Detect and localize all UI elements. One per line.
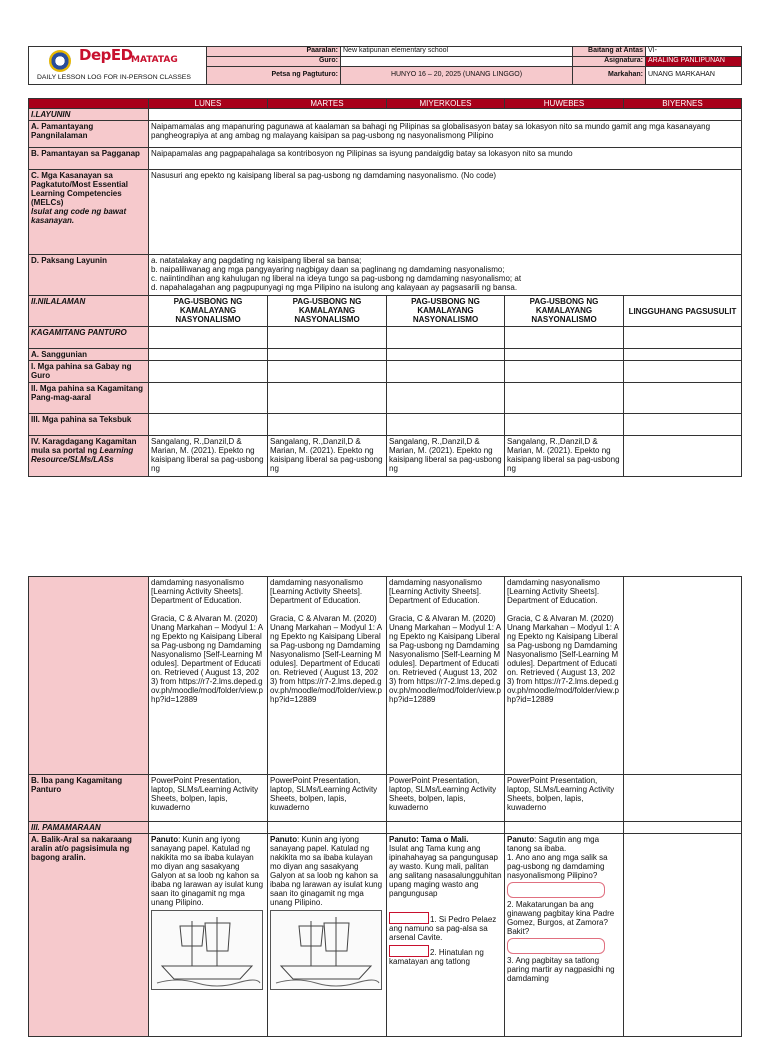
markahan-value: UNANG MARKAHAN [646,67,742,85]
topic-huwebes: PAG-USBONG NG KAMALAYANG NASYONALISMO [505,296,624,327]
cell-empty [624,383,742,414]
topic-lunes: PAG-USBONG NG KAMALAYANG NASYONALISMO [149,296,268,327]
deped-seal-icon [49,50,71,72]
ref-cont-martes [268,577,387,775]
ref-gracia: Gracia, C & Alvaran M. (2020) Unang Markahan – Modyul 1: Ang Epekto ng Kaisipang Liberal sa Pag-usbong ng Damdaming Nasyonalismo [Self-Learning Modules]. Department of Education. Retrieved ( August 13, 2023) from https://r7-2.lms.deped.gov.ph/moodle/mod/folder/view.php?id=12889 [270,614,383,704]
lesson-table-page2 [28,576,742,1037]
cell-empty [624,361,742,383]
guro-value [341,57,573,67]
answer-box[interactable] [507,938,605,954]
cell-empty [505,383,624,414]
balik-aral-label: A. Balik-Aral sa nakaraang aralin at/o pagsisimula ng bagong aralin. [29,834,149,1037]
cell-empty [387,822,505,834]
ref-huwebes: Sangalang, R.,Danzil,D & Marian, M. (2021). Epekto ng kaisipang liberal sa pag-usbong ng [505,436,624,477]
iba-pang-kagamitan-label: B. Iba pang Kagamitang Panturo [29,775,149,822]
cell-empty [149,383,268,414]
karagdagang-label [29,436,149,477]
tama-item-2-text: 2. Hinatulan ng kamatayan ang tatlong [389,948,484,966]
cell-empty [624,577,742,775]
cell-empty [624,775,742,822]
ref-cont-huwebes [505,577,624,775]
guro-label: Guro: [207,57,341,67]
pamantayang-pangnilalaman-label: A. Pamantayang Pangnilalaman [29,121,149,148]
cell-empty [149,361,268,383]
dll-title: DAILY LESSON LOG FOR IN-PERSON CLASSES [37,74,191,81]
cell-empty [505,822,624,834]
cell-empty [268,383,387,414]
cell-empty [505,414,624,436]
asignatura-label: Asignatura: [573,57,646,67]
melc-label [29,170,149,255]
day-martes: MARTES [268,99,387,109]
baitang-value: VI- [646,47,742,57]
paksang-layunin-label: D. Paksang Layunin [29,255,149,296]
cell-empty [387,349,505,361]
ref-cont-lunes [149,577,268,775]
day-huwebes: HUWEBES [505,99,624,109]
teksbuk-label: III. Mga pahina sa Teksbuk [29,414,149,436]
cell-empty [624,327,742,349]
tama-instructions: Isulat ang Tama kung ang ipinahahayag sa pangungusap ay wasto. Kung mali, palitan ang salitang nasasalungguhitan upang maging wasto ang pangungusap [389,844,502,898]
gabay-label: I. Mga pahina sa Gabay ng Guro [29,361,149,383]
pamantayan-pagganap-label: B. Pamantayan sa Pagganap [29,148,149,170]
objective-d: d. napahalagahan ang pagpupunyagi ng mga Pilipino na isulong ang kalayaan ay pagsasarili ng bansa. [151,283,518,292]
layunin-blank [149,109,742,121]
iba-huwebes: PowerPoint Presentation, laptop, SLMs/Learning Activity Sheets, bolpen, lapis, kuwaderno [505,775,624,822]
karagdagang-text: IV. Karagdagang Kagamitan mula sa portal ng [31,437,137,455]
paksang-layunin-list [149,255,742,296]
day-miyerkoles: MIYERKOLES [387,99,505,109]
tama-title: Panuto: Tama o Mali. [389,835,469,844]
day-lunes: LUNES [149,99,268,109]
ref-gracia: Gracia, C & Alvaran M. (2020) Unang Markahan – Modyul 1: Ang Epekto ng Kaisipang Liberal sa Pag-usbong ng Damdaming Nasyonalismo [Self-Learning Modules]. Department of Education. Retrieved ( August 13, 2023) from https://r7-2.lms.deped.gov.ph/moodle/mod/folder/view.php?id=12889 [507,614,620,704]
panuto-bold: Panuto [270,835,298,844]
cell-empty [505,349,624,361]
paaralan-label: Paaralan: [207,47,341,57]
cell-empty [624,414,742,436]
lesson-table-page1 [28,98,742,477]
nilalaman-heading: II.NILALAMAN [29,296,149,327]
cell-empty [624,834,742,1037]
cell-empty [387,361,505,383]
kagamitan-heading: KAGAMITANG PANTURO [29,327,149,349]
ref-lunes: Sangalang, R.,Danzil,D & Marian, M. (2021). Epekto ng kaisipang liberal sa pag-usbong ng [149,436,268,477]
cell-empty [505,361,624,383]
ref-cont: damdaming nasyonalismo [Learning Activity Sheets]. Department of Education. [270,578,363,605]
cell-empty [268,349,387,361]
cell-empty [387,327,505,349]
cell-empty [149,414,268,436]
topic-miyerkoles: PAG-USBONG NG KAMALAYANG NASYONALISMO [387,296,505,327]
iba-miyerkoles: PowerPoint Presentation, laptop, SLMs/Learning Activity Sheets, bolpen, lapis, kuwaderno [387,775,505,822]
cell-empty [149,327,268,349]
answer-box[interactable] [507,882,605,898]
objective-b: b. naipaliliwanag ang mga pangyayaring nagbigay daan sa paglinang ng damdaming nasyonalismo; [151,265,505,274]
ref-gracia: Gracia, C & Alvaran M. (2020) Unang Markahan – Modyul 1: Ang Epekto ng Kaisipang Liberal sa Pag-usbong ng Damdaming Nasyonalismo [Self-Learning Modules]. Department of Education. Retrieved ( August 13, 2023) from https://r7-2.lms.deped.gov.ph/moodle/mod/folder/view.php?id=12889 [151,614,264,704]
topic-martes: PAG-USBONG NG KAMALAYANG NASYONALISMO [268,296,387,327]
topic-biyernes: LINGGUHANG PAGSUSULIT [624,296,742,327]
galleon-ship-image [270,910,382,990]
deped-logo [33,46,183,75]
cell-empty [268,327,387,349]
karagdagang-italic: Learning Resource/SLMs/LASs [31,446,134,464]
objective-a: a. natatalakay ang pagdating ng kaisipang liberal sa bansa; [151,256,362,265]
ref-miyerkoles: Sangalang, R.,Danzil,D & Marian, M. (2021). Epekto ng kaisipang liberal sa pag-usbong ng [387,436,505,477]
iba-lunes: PowerPoint Presentation, laptop, SLMs/Learning Activity Sheets, bolpen, lapis, kuwaderno [149,775,268,822]
cell-empty [149,822,268,834]
cell-empty [268,414,387,436]
cell-empty [268,822,387,834]
objective-c: c. naiintindihan ang kahulugan ng liberal na ideya tungo sa pag-usbong ng damdaming nasyonalismo; at [151,274,522,283]
tama-item-1 [389,912,502,942]
day-header-blank [29,99,149,109]
balik-lunes [149,834,268,1037]
pamantayan-pagganap-text: Naipapamalas ang pagpapahalaga sa kontribosyon ng Pilipinas sa isyung pandaigdig batay sa lokasyon nito sa mundo [149,148,742,170]
cell-empty [149,349,268,361]
ref-cont: damdaming nasyonalismo [Learning Activity Sheets]. Department of Education. [389,578,482,605]
brand-main: DepED [79,46,133,64]
karagdagang-cont-label [29,577,149,775]
petsa-label: Petsa ng Pagtuturo: [207,67,341,85]
pamantayang-pangnilalaman-text: Naipamamalas ang mapanuring pagunawa at kaalaman sa bahagi ng Pilipinas sa globalisasyon batay sa lokasyon nito sa mundo gamit ang mga kasanayang pangheograpiya at ang ambag ng malayang kaisipan sa pag-usbong ng nasyonalismong Pilipino [149,121,742,148]
cell-empty [387,414,505,436]
ref-cont-miyerkoles [387,577,505,775]
markahan-label: Markahan: [573,67,646,85]
question-3: 3. Ang pagbitay sa tatlong paring martir ay nagpasidhi ng damdaming [507,956,615,983]
cell-empty [387,383,505,414]
melc-note: Isulat ang code ng bawat kasanayan. [31,207,127,225]
logo-cell [29,47,207,85]
cell-empty [268,361,387,383]
answer-box[interactable] [389,912,429,924]
melc-label-text: C. Mga Kasanayan sa Pagkatuto/Most Essential Learning Competencies (MELCs) [31,171,128,207]
balik-martes [268,834,387,1037]
panuto-text: : Kunin ang iyong sanayang papel. Katulad ng nakikita mo sa ibaba kulayan mo diyan ang sasakyang Galyon at sa loob ng kahon sa ibaba ng larawan ay isulat kung saan ito ginagamit ng mga unang Pilipino. [151,835,264,907]
iba-martes: PowerPoint Presentation, laptop, SLMs/Learning Activity Sheets, bolpen, lapis, kuwaderno [268,775,387,822]
ref-cont: damdaming nasyonalismo [Learning Activity Sheets]. Department of Education. [151,578,244,605]
brand-sub: MATATAG [131,55,178,65]
asignatura-value: ARALING PANLIPUNAN [646,57,742,67]
sanggunian-label: A. Sanggunian [29,349,149,361]
kagamitang-pang-label: II. Mga pahina sa Kagamitang Pang-mag-aaral [29,383,149,414]
balik-huwebes [505,834,624,1037]
paaralan-value: New katipunan elementary school [341,47,573,57]
melc-text: Nasusuri ang epekto ng kaisipang liberal sa pag-usbong ng damdaming nasyonalismo. (No code) [149,170,742,255]
balik-miyerkoles [387,834,505,1037]
ref-cont: damdaming nasyonalismo [Learning Activity Sheets]. Department of Education. [507,578,600,605]
cell-empty [624,822,742,834]
sagutin-text: : Sagutin ang mga tanong sa ibaba. [507,835,600,853]
cell-empty [624,436,742,477]
panuto-bold: Panuto [507,835,535,844]
ref-gracia: Gracia, C & Alvaran M. (2020) Unang Markahan – Modyul 1: Ang Epekto ng Kaisipang Liberal sa Pag-usbong ng Damdaming Nasyonalismo [Self-Learning Modules]. Department of Education. Retrieved ( August 13, 2023) from https://r7-2.lms.deped.gov.ph/moodle/mod/folder/view.php?id=12889 [389,614,502,704]
baitang-label: Baitang at Antas [573,47,646,57]
petsa-value: HUNYO 16 – 20, 2025 (UNANG LINGGO) [341,67,573,85]
galleon-ship-image [151,910,263,990]
header-table [28,46,742,85]
day-header-row [29,99,742,109]
tama-item-2 [389,945,502,966]
panuto-bold: Panuto [151,835,179,844]
document-header [28,46,741,83]
question-2: 2. Makatarungan ba ang ginawang pagbitay kina Padre Gomez, Burgos, at Zamora? Bakit? [507,900,615,936]
cell-empty [505,327,624,349]
answer-box[interactable] [389,945,429,957]
pamamaraan-heading: III. PAMAMARAAN [29,822,149,834]
day-biyernes: BIYERNES [624,99,742,109]
panuto-text: : Kunin ang iyong sanayang papel. Katulad ng nakikita mo sa ibaba kulayan mo diyan ang sasakyang Galyon at sa loob ng kahon sa ibaba ng larawan ay isulat kung saan ito ginagamit ng mga unang Pilipino. [270,835,383,907]
question-1: 1. Ano ano ang mga salik sa pag-usbong ng damdaming nasyonalismong Pilipino? [507,853,608,880]
tama-item-1-text: 1. Si Pedro Pelaez ang namuno sa pag-alsa sa arsenal Cavite. [389,915,497,942]
cell-empty [624,349,742,361]
layunin-heading: I.LAYUNIN [29,109,149,121]
ref-martes: Sangalang, R.,Danzil,D & Marian, M. (2021). Epekto ng kaisipang liberal sa pag-usbong ng [268,436,387,477]
